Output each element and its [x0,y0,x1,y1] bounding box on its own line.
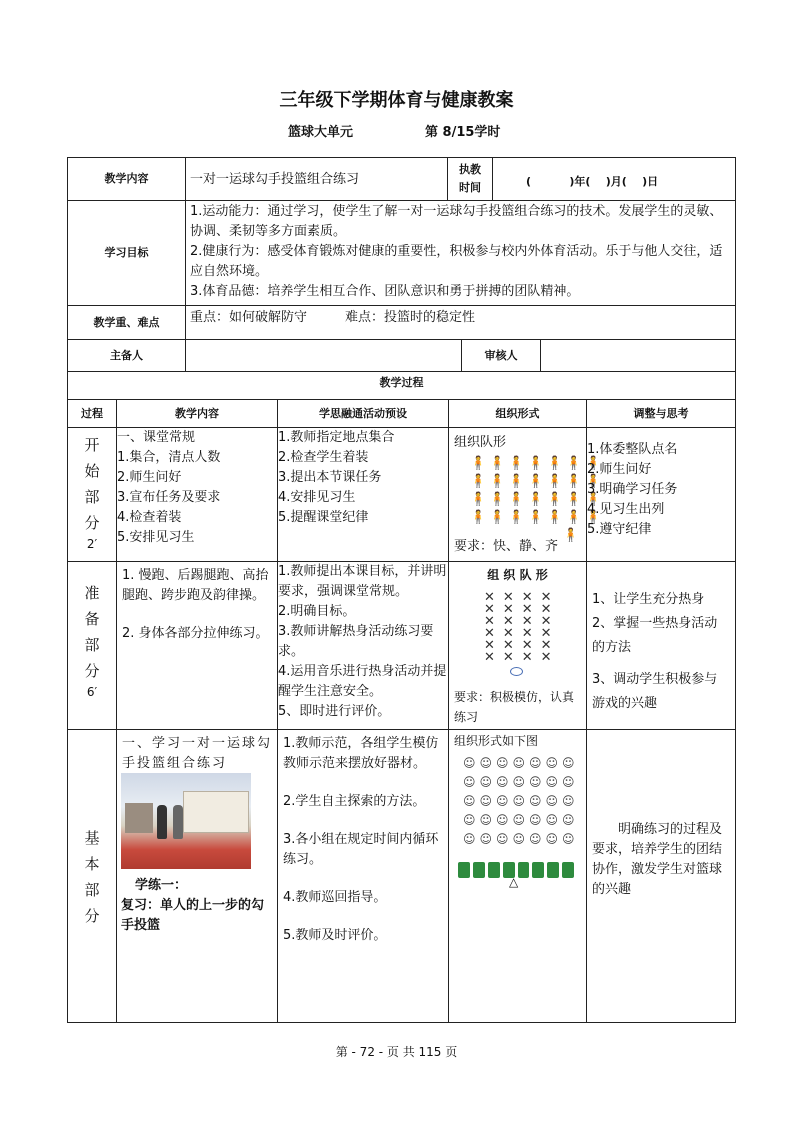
page-title: 三年级下学期体育与健康教案 [279,90,514,111]
basketball-photo [121,773,251,869]
start-content: 一、课堂常规 1.集合，清点人数 2.师生问好 3.宣布任务及要求 4.检查着装 5.安排见习生 [117,430,221,545]
prep-org-title: 组 织 队 形 [487,568,548,582]
drill-description: 复习：单人的上一步的勾手投篮 [121,898,265,933]
goal-2: 2.健康行为：感受体育锻炼对健康的重要性，积极参与校内外体育活动。乐于与他人交往，适应自然环境。 [190,244,723,279]
key-point: 重点：如何破解防守 [190,310,308,325]
goals-list [190,202,732,304]
header-reflection: 调整与思考 [633,406,689,420]
start-org-title: 组织队形 [454,435,507,450]
page-footer: 第 - 72 - 页 共 115 页 [335,1045,458,1059]
basic-org-title: 组织形式如下图 [454,734,539,748]
start-reflection: 1.体委整队点名 2.师生问好 3.明确学习任务 4.见习生出列 5.遵守纪律 [587,442,678,537]
lesson-number: 第 8/15学时 [425,125,501,140]
start-formation-icon: 🧍🧍🧍🧍🧍🧍🧍 🧍🧍🧍🧍🧍🧍🧍 🧍🧍🧍🧍🧍🧍🧍 🧍🧍🧍🧍🧍🧍🧍 🧍 [470,456,605,543]
basic-activity: 1.教师示范，各组学生模仿教师示范来摆放好器材。 2.学生自主探索的方法。 3.各小组在规定时间内循环练习。 4.教师巡回指导。 5.教师及时评价。 [283,736,439,943]
prep-phase-label: 准 备 部 分 6′ [84,584,100,699]
goal-1: 1.运动能力：通过学习，使学生了解一对一运球勾手投篮组合练习的技术。发展学生的灵敏、协调、柔韧等多方面素质。 [190,204,723,239]
content-value: 一对一运球勾手投篮组合练习 [190,172,360,187]
header-phase: 过程 [81,406,103,420]
content-label: 教学内容 [104,172,149,185]
basic-reflection: 明确练习的过程及要求，培养学生的团结协作，激发学生对篮球的兴趣 [592,822,723,897]
time-label: 执教 时间 [459,163,481,194]
header-activity: 学思融通活动预设 [319,406,407,420]
basic-phase-label: 基 本 部 分 [84,829,100,925]
unit-name: 篮球大单元 [288,125,354,140]
key-label: 教学重、难点 [93,315,160,329]
prep-formation-icon: ✕✕✕✕ ✕✕✕✕ ✕✕✕✕ ✕✕✕✕ ✕✕✕✕ ✕✕✕✕ [484,590,560,665]
prep-org-requirement: 要求：积极模仿，认真练习 [454,690,575,724]
teacher-triangle-icon: △ [509,875,519,889]
start-activity: 1.教师指定地点集合 2.检查学生着装 3.提出本节课任务 4.安排见习生 5.提醒课堂纪律 [278,430,395,525]
prep-activity: 1.教师提出本课目标，并讲明要求，强调课堂常规。 2.明确目标。 3.教师讲解热身活动练习要求。 4.运用音乐进行热身活动并提醒学生注意安全。 5、即时进行评价。 [278,564,447,719]
prep-content: 1. 慢跑、后踢腿跑、高抬腿跑、跨步跑及韵律操。 2. 身体各部分拉伸练习。 [122,568,269,641]
goals-label: 学习目标 [104,246,149,259]
drill-title: 学练一： [135,878,188,893]
time-value: ( )年( )月( )日 [526,175,659,188]
prep-reflection: 1、让学生充分热身 2、掌握一些热身活动的方法 3、调动学生积极参与游戏的兴趣 [592,592,718,711]
header-organization: 组织形式 [495,406,540,420]
start-phase-label: 开 始 部 分 2′ [84,436,100,551]
teacher-marker-icon [510,667,523,676]
process-title: 教学过程 [379,376,424,389]
header-content: 教学内容 [175,406,219,420]
preparer-label: 主备人 [110,348,143,362]
reviewer-label: 审核人 [484,348,518,362]
basic-content-intro: 一、学习一对一运球勾手投篮组合练习 [122,736,273,771]
basic-formation-icon: ☺☺☺☺☺☺☺ ☺☺☺☺☺☺☺ ☺☺☺☺☺☺☺ ☺☺☺☺☺☺☺ ☺☺☺☺☺☺☺ [463,756,579,846]
goal-3: 3.体育品德：培养学生相互合作、团队意识和勇于拼搏的团队精神。 [190,284,580,299]
difficulty-point: 难点：投篮时的稳定性 [345,310,476,325]
start-org-requirement: 要求：快、静、齐 [454,539,559,554]
